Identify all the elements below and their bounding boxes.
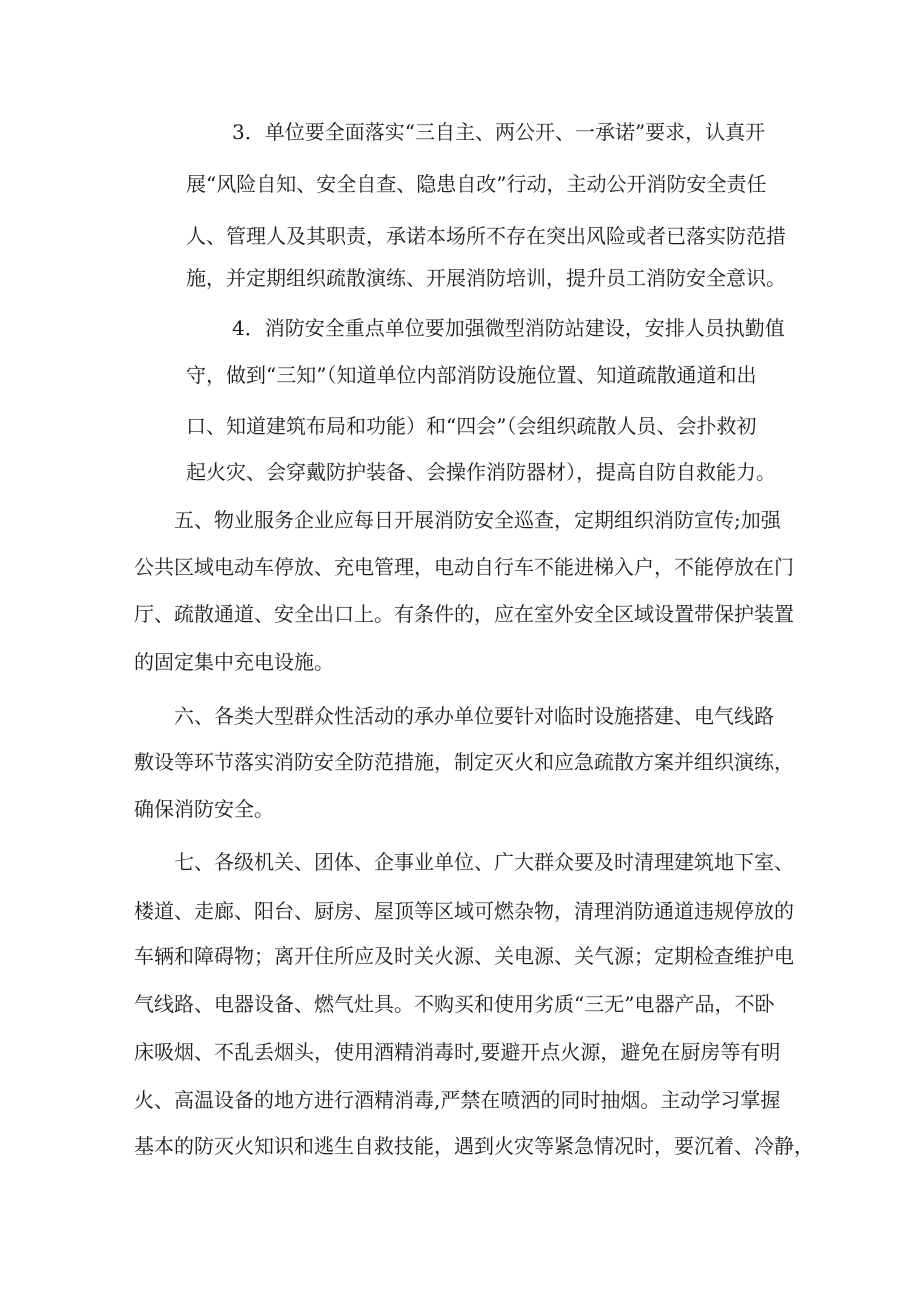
text-line: 起火灾、会穿戴防护装备、会操作消防器材），提高自防自救能力。 bbox=[186, 460, 776, 484]
text-line: 敷设等环节落实消防安全防范措施，制定灭火和应急疏散方案并组织演练， bbox=[134, 750, 794, 774]
text-line: 守，做到“三知”（知道单位内部消防设施位置、知道疏散通道和出 bbox=[186, 363, 757, 387]
text-line: 火、高温设备的地方进行酒精消毒,严禁在喷洒的同时抽烟。主动学习掌握 bbox=[134, 1088, 781, 1112]
text-line: 楼道、走廊、阳台、厨房、屋顶等区域可燃杂物，清理消防通道违规停放的 bbox=[134, 899, 794, 923]
text-line: 人、管理人及其职责，承诺本场所不存在突出风险或者已落实防范措 bbox=[186, 224, 786, 248]
text-line: 公共区域电动车停放、充电管理，电动自行车不能进梯入户，不能停放在门 bbox=[134, 555, 794, 579]
text-line: 厅、疏散通道、安全出口上。有条件的，应在室外安全区域设置带保护装置 bbox=[134, 602, 794, 626]
text-line: 确保消防安全。 bbox=[134, 797, 274, 821]
text-line: 4．消防安全重点单位要加强微型消防站建设，安排人员执勤值 bbox=[232, 316, 785, 340]
text-line: 展“风险自知、安全自查、隐患自改”行动，主动公开消防安全责任 bbox=[186, 172, 767, 196]
text-line: 六、各类大型群众性活动的承办单位要针对临时设施搭建、电气线路 bbox=[174, 704, 774, 728]
text-line: 的固定集中充电设施。 bbox=[134, 650, 334, 674]
text-line: 基本的防灭火知识和逃生自救技能，遇到火灾等紧急情况时，要沉着、冷静， bbox=[134, 1134, 814, 1158]
text-line: 口、知道建筑布局和功能）和“四会”（会组织疏散人员、会扑救初 bbox=[186, 414, 757, 438]
text-line: 气线路、电器设备、燃气灶具。不购买和使用劣质“三无”电器产品，不卧 bbox=[134, 992, 775, 1016]
text-line: 车辆和障碍物；离开住所应及时关火源、关电源、关气源；定期检查维护电 bbox=[134, 944, 794, 968]
text-line: 七、各级机关、团体、企事业单位、广大群众要及时清理建筑地下室、 bbox=[174, 850, 794, 874]
text-line: 施，并定期组织疏散演练、开展消防培训，提升员工消防安全意识。 bbox=[186, 266, 786, 290]
text-line: 床吸烟、不乱丢烟头，使用酒精消毒时,要避开点火源，避免在厨房等有明 bbox=[134, 1040, 781, 1064]
text-line: 五、物业服务企业应每日开展消防安全巡查，定期组织消防宣传;加强 bbox=[174, 508, 781, 532]
text-line: 3．单位要全面落实“三自主、两公开、一承诺”要求，认真开 bbox=[232, 120, 766, 144]
